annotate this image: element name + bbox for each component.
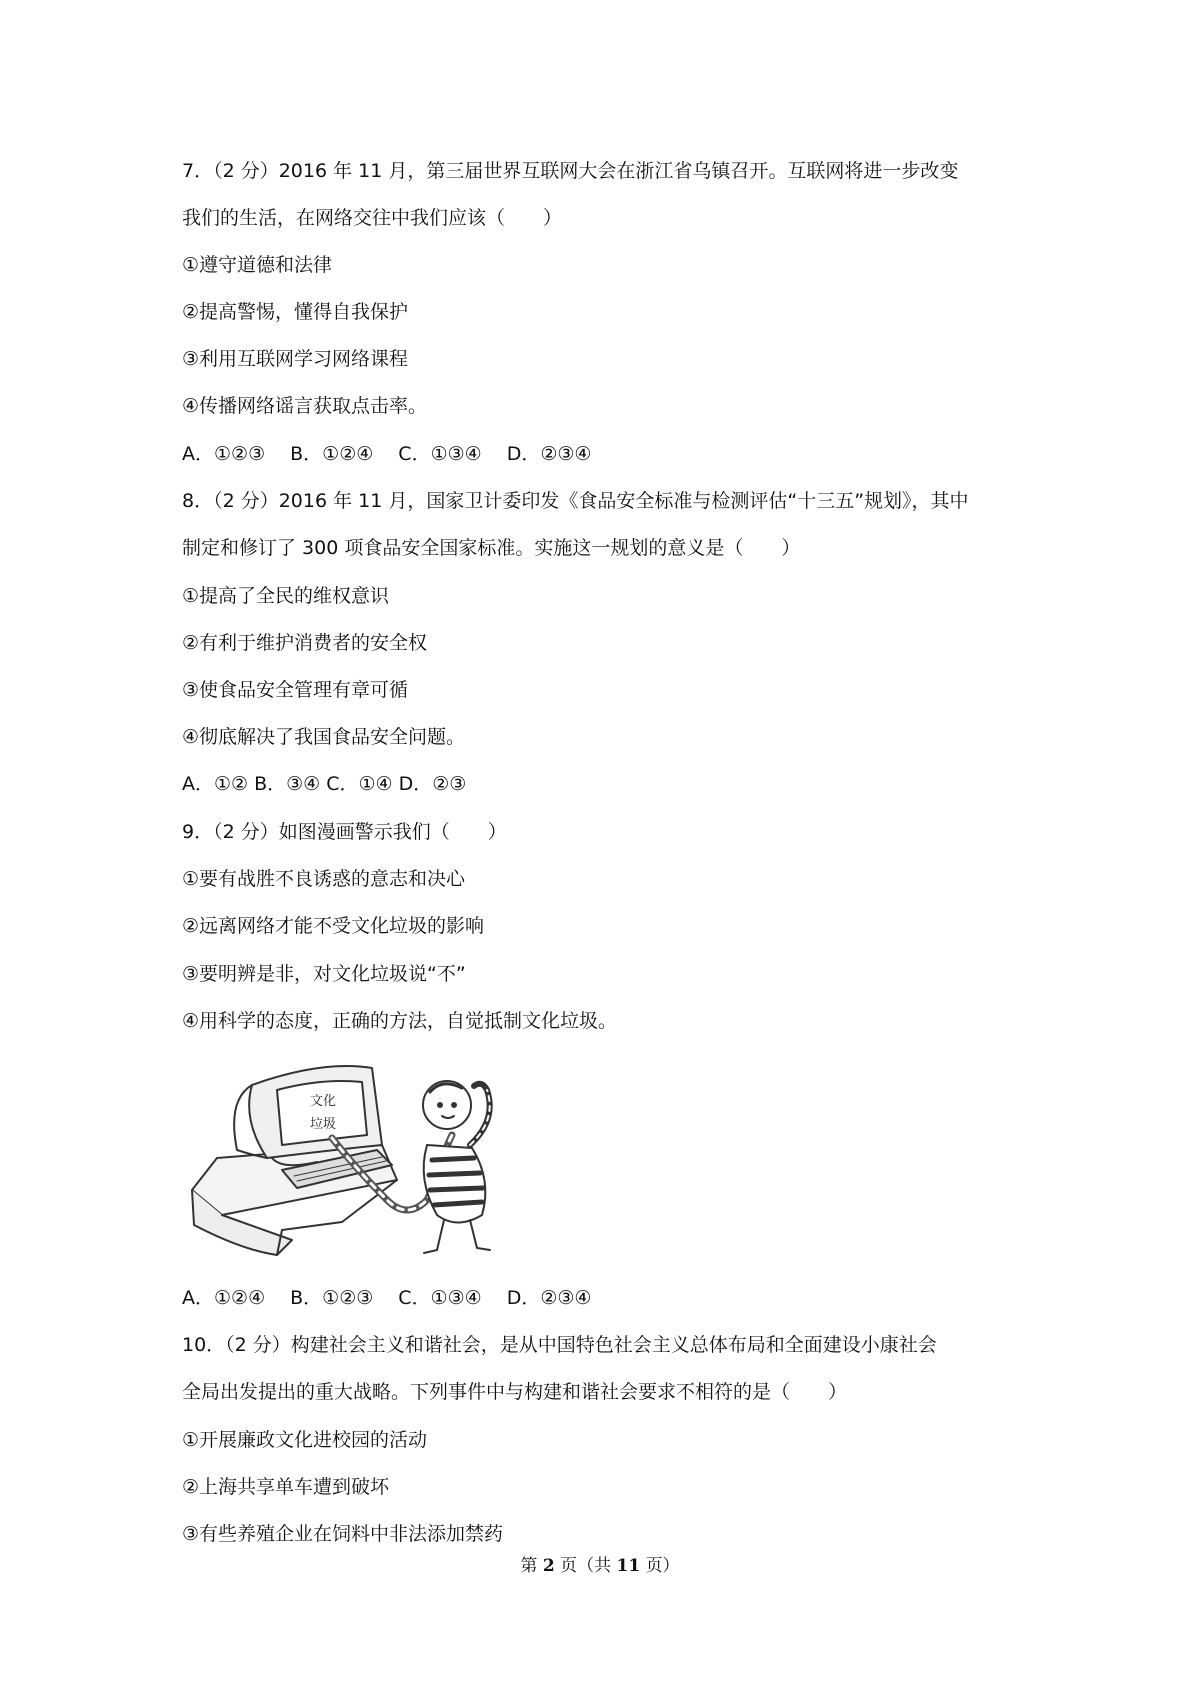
- page-footer: [0, 1555, 1200, 1577]
- q9-stem-line-1: 9．（2 分）如图漫画警示我们（ ）: [182, 821, 507, 843]
- q8-stem-line-2: 制定和修订了 300 项食品安全国家标准。实施这一规划的意义是（ ）: [182, 537, 801, 559]
- q10-stem-line-2: 全局出发提出的重大战略。下列事件中与构建和谐社会要求不相符的是（ ）: [182, 1381, 848, 1403]
- q9-item-1: ①要有战胜不良诱惑的意志和决心: [182, 868, 466, 890]
- q10-stem-line-1: 10．（2 分）构建社会主义和谐社会，是从中国特色社会主义总体布局和全面建设小康社会: [182, 1334, 937, 1356]
- q8-item-4: ④彻底解决了我国食品安全问题。: [182, 726, 466, 748]
- q7-stem-line-1: 7．（2 分）2016 年 11 月，第三届世界互联网大会在浙江省乌镇召开。互联网将进一步改变: [182, 160, 959, 182]
- q10-item-3: ③有些养殖企业在饲料中非法添加禁药: [182, 1523, 504, 1545]
- q8-item-3: ③使食品安全管理有章可循: [182, 679, 409, 701]
- q7-item-4: ④传播网络谣言获取点击率。: [182, 395, 428, 417]
- cartoon-illustration: [182, 1050, 562, 1265]
- q9-options: A．①②④ B．①②③ C．①③④ D．②③④: [182, 1287, 592, 1309]
- q9-item-3: ③要明辨是非，对文化垃圾说“不”: [182, 963, 466, 985]
- q8-item-2: ②有利于维护消费者的安全权: [182, 632, 428, 654]
- footer-prefix: 第: [520, 1556, 538, 1576]
- footer-suffix: 页）: [645, 1556, 680, 1576]
- q7-options: A．①②③ B．①②④ C．①③④ D．②③④: [182, 443, 592, 465]
- q8-options: A．①② B．③④ C．①④ D．②③: [182, 773, 467, 795]
- cartoon-screen-text-2: 垃圾: [310, 1117, 337, 1132]
- cartoon-screen-text-1: 文化: [310, 1094, 337, 1109]
- q10-item-1: ①开展廉政文化进校园的活动: [182, 1429, 428, 1451]
- q8-stem-line-1: 8．（2 分）2016 年 11 月，国家卫计委印发《食品安全标准与检测评估“十三五”规划》，其中: [182, 490, 969, 512]
- q7-item-3: ③利用互联网学习网络课程: [182, 348, 409, 370]
- q10-item-2: ②上海共享单车遭到破坏: [182, 1476, 390, 1498]
- q7-item-2: ②提高警惕，懂得自我保护: [182, 301, 409, 323]
- q7-item-1: ①遵守道德和法律: [182, 254, 333, 276]
- q9-item-4: ④用科学的态度，正确的方法，自觉抵制文化垃圾。: [182, 1010, 618, 1032]
- q8-item-1: ①提高了全民的维权意识: [182, 585, 390, 607]
- footer-total-pages: 11: [616, 1556, 641, 1576]
- person-head: [423, 1081, 471, 1129]
- footer-page-number: 2: [542, 1556, 555, 1576]
- footer-middle: 页（共: [560, 1556, 612, 1576]
- q7-stem-line-2: 我们的生活，在网络交往中我们应该（ ）: [182, 207, 563, 229]
- q9-item-2: ②远离网络才能不受文化垃圾的影响: [182, 915, 485, 937]
